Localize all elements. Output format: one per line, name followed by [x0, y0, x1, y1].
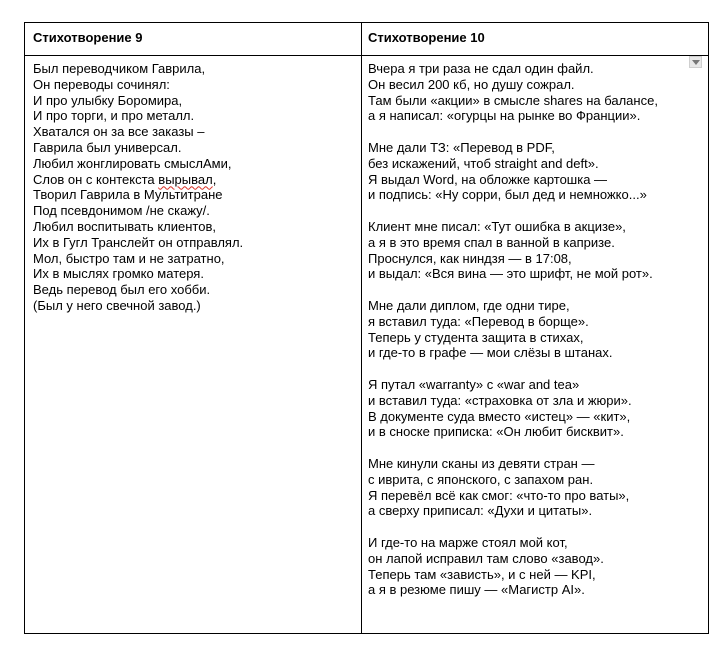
poem-line: Ведь перевод был его хобби. [33, 282, 211, 298]
poem-line: и выдал: «Вся вина — это шрифт, не мой рот». [368, 266, 653, 282]
poem-line: И где-то на марже стоял мой кот, [368, 534, 568, 550]
poem-line-part: , [212, 171, 217, 187]
poem-line: он лапой исправил там слово «завод». [368, 550, 604, 566]
poem-line: Под псевдонимом /не скажу/. [33, 203, 210, 219]
column-title-poem-10: Стихотворение 10 [368, 30, 485, 45]
poem-line: И про торги, и про металл. [33, 108, 195, 124]
poem-line: В документе суда вместо «истец» — «кит», [368, 408, 631, 424]
poem-line: и подпись: «Ну сорри, был дед и немножко...» [368, 187, 647, 203]
poem-line: Он переводы сочинял: [33, 76, 170, 92]
stanza-gap [368, 519, 658, 535]
poem-line: а я в резюме пишу — «Магистр AI». [368, 582, 585, 598]
poem-line: а сверху приписал: «Духи и цитаты». [368, 503, 593, 519]
poem-line: Он весил 200 кб, но душу сожрал. [368, 76, 575, 92]
stanza-gap [368, 440, 658, 456]
poem-line: Теперь у студента защита в стихах, [368, 329, 584, 345]
poem-line: и где-то в графе — мои слёзы в штанах. [368, 345, 613, 361]
poem-line: Творил Гаврила в Мультитране [33, 187, 223, 203]
column-divider [361, 23, 362, 633]
poem-line-part: Слов он с контекста [33, 171, 155, 187]
poem-line: Мне кинули сканы из девяти стран — [368, 455, 595, 471]
poem-line: и в сноске приписка: «Он любит бисквит». [368, 424, 624, 440]
poem-line: с иврита, с японского, с запахом ран. [368, 471, 594, 487]
stanza-gap [368, 124, 658, 140]
poem-line: Теперь там «зависть», и с ней — KPI, [368, 566, 596, 582]
stanza-gap [368, 361, 658, 377]
column-title-poem-9: Стихотворение 9 [33, 30, 143, 45]
poem-line: и вставил туда: «страховка от зла и жюри». [368, 392, 632, 408]
stanza-gap [368, 282, 658, 298]
chevron-down-icon[interactable] [689, 56, 702, 68]
poem-line: я вставил туда: «Перевод в борще». [368, 313, 589, 329]
poem-line: Мол, быстро там и не затратно, [33, 250, 225, 266]
poem-9-text [33, 61, 243, 314]
poem-line: Я выдал Word, на обложке картошка — [368, 171, 608, 187]
stanza-gap [368, 203, 658, 219]
misspelled-word[interactable]: вырывал [158, 171, 213, 187]
poem-line: Я путал «warranty» с «war and tea» [368, 376, 580, 392]
poems-table [24, 22, 709, 634]
poem-line: Любил жонглировать смыслАми, [33, 155, 232, 171]
poem-line: без искажений, чтоб straight and deft». [368, 155, 599, 171]
poem-line: Мне дали диплом, где одни тире, [368, 297, 570, 313]
poem-line: Их в Гугл Транслейт он отправлял. [33, 234, 244, 250]
poem-line: а я в это время спал в ванной в капризе. [368, 234, 615, 250]
poem-line: Любил воспитывать клиентов, [33, 218, 216, 234]
header-divider [25, 55, 708, 56]
poem-line: (Был у него свечной завод.) [33, 297, 201, 313]
poem-line: Я перевёл всё как смог: «что-то про ваты», [368, 487, 630, 503]
poem-line: Мне дали ТЗ: «Перевод в PDF, [368, 139, 555, 155]
poem-line: Их в мыслях громко матеря. [33, 266, 204, 282]
poem-line: Вчера я три раза не сдал один файл. [368, 61, 594, 76]
poem-line: И про улыбку Боромира, [33, 92, 183, 108]
poem-line: Был переводчиком Гаврила, [33, 61, 206, 76]
poem-line: а я написал: «огурцы на рынке во Франции». [368, 108, 641, 124]
poem-line: Гаврила был универсал. [33, 139, 182, 155]
poem-10-text [368, 61, 658, 598]
poem-line [33, 172, 243, 188]
poem-line: Хватался он за все заказы – [33, 124, 205, 140]
poem-line: Клиент мне писал: «Тут ошибка в акцизе», [368, 218, 626, 234]
poem-line: Там были «акции» в смысле shares на балансе, [368, 92, 658, 108]
poem-line: Проснулся, как ниндзя — в 17:08, [368, 250, 572, 266]
